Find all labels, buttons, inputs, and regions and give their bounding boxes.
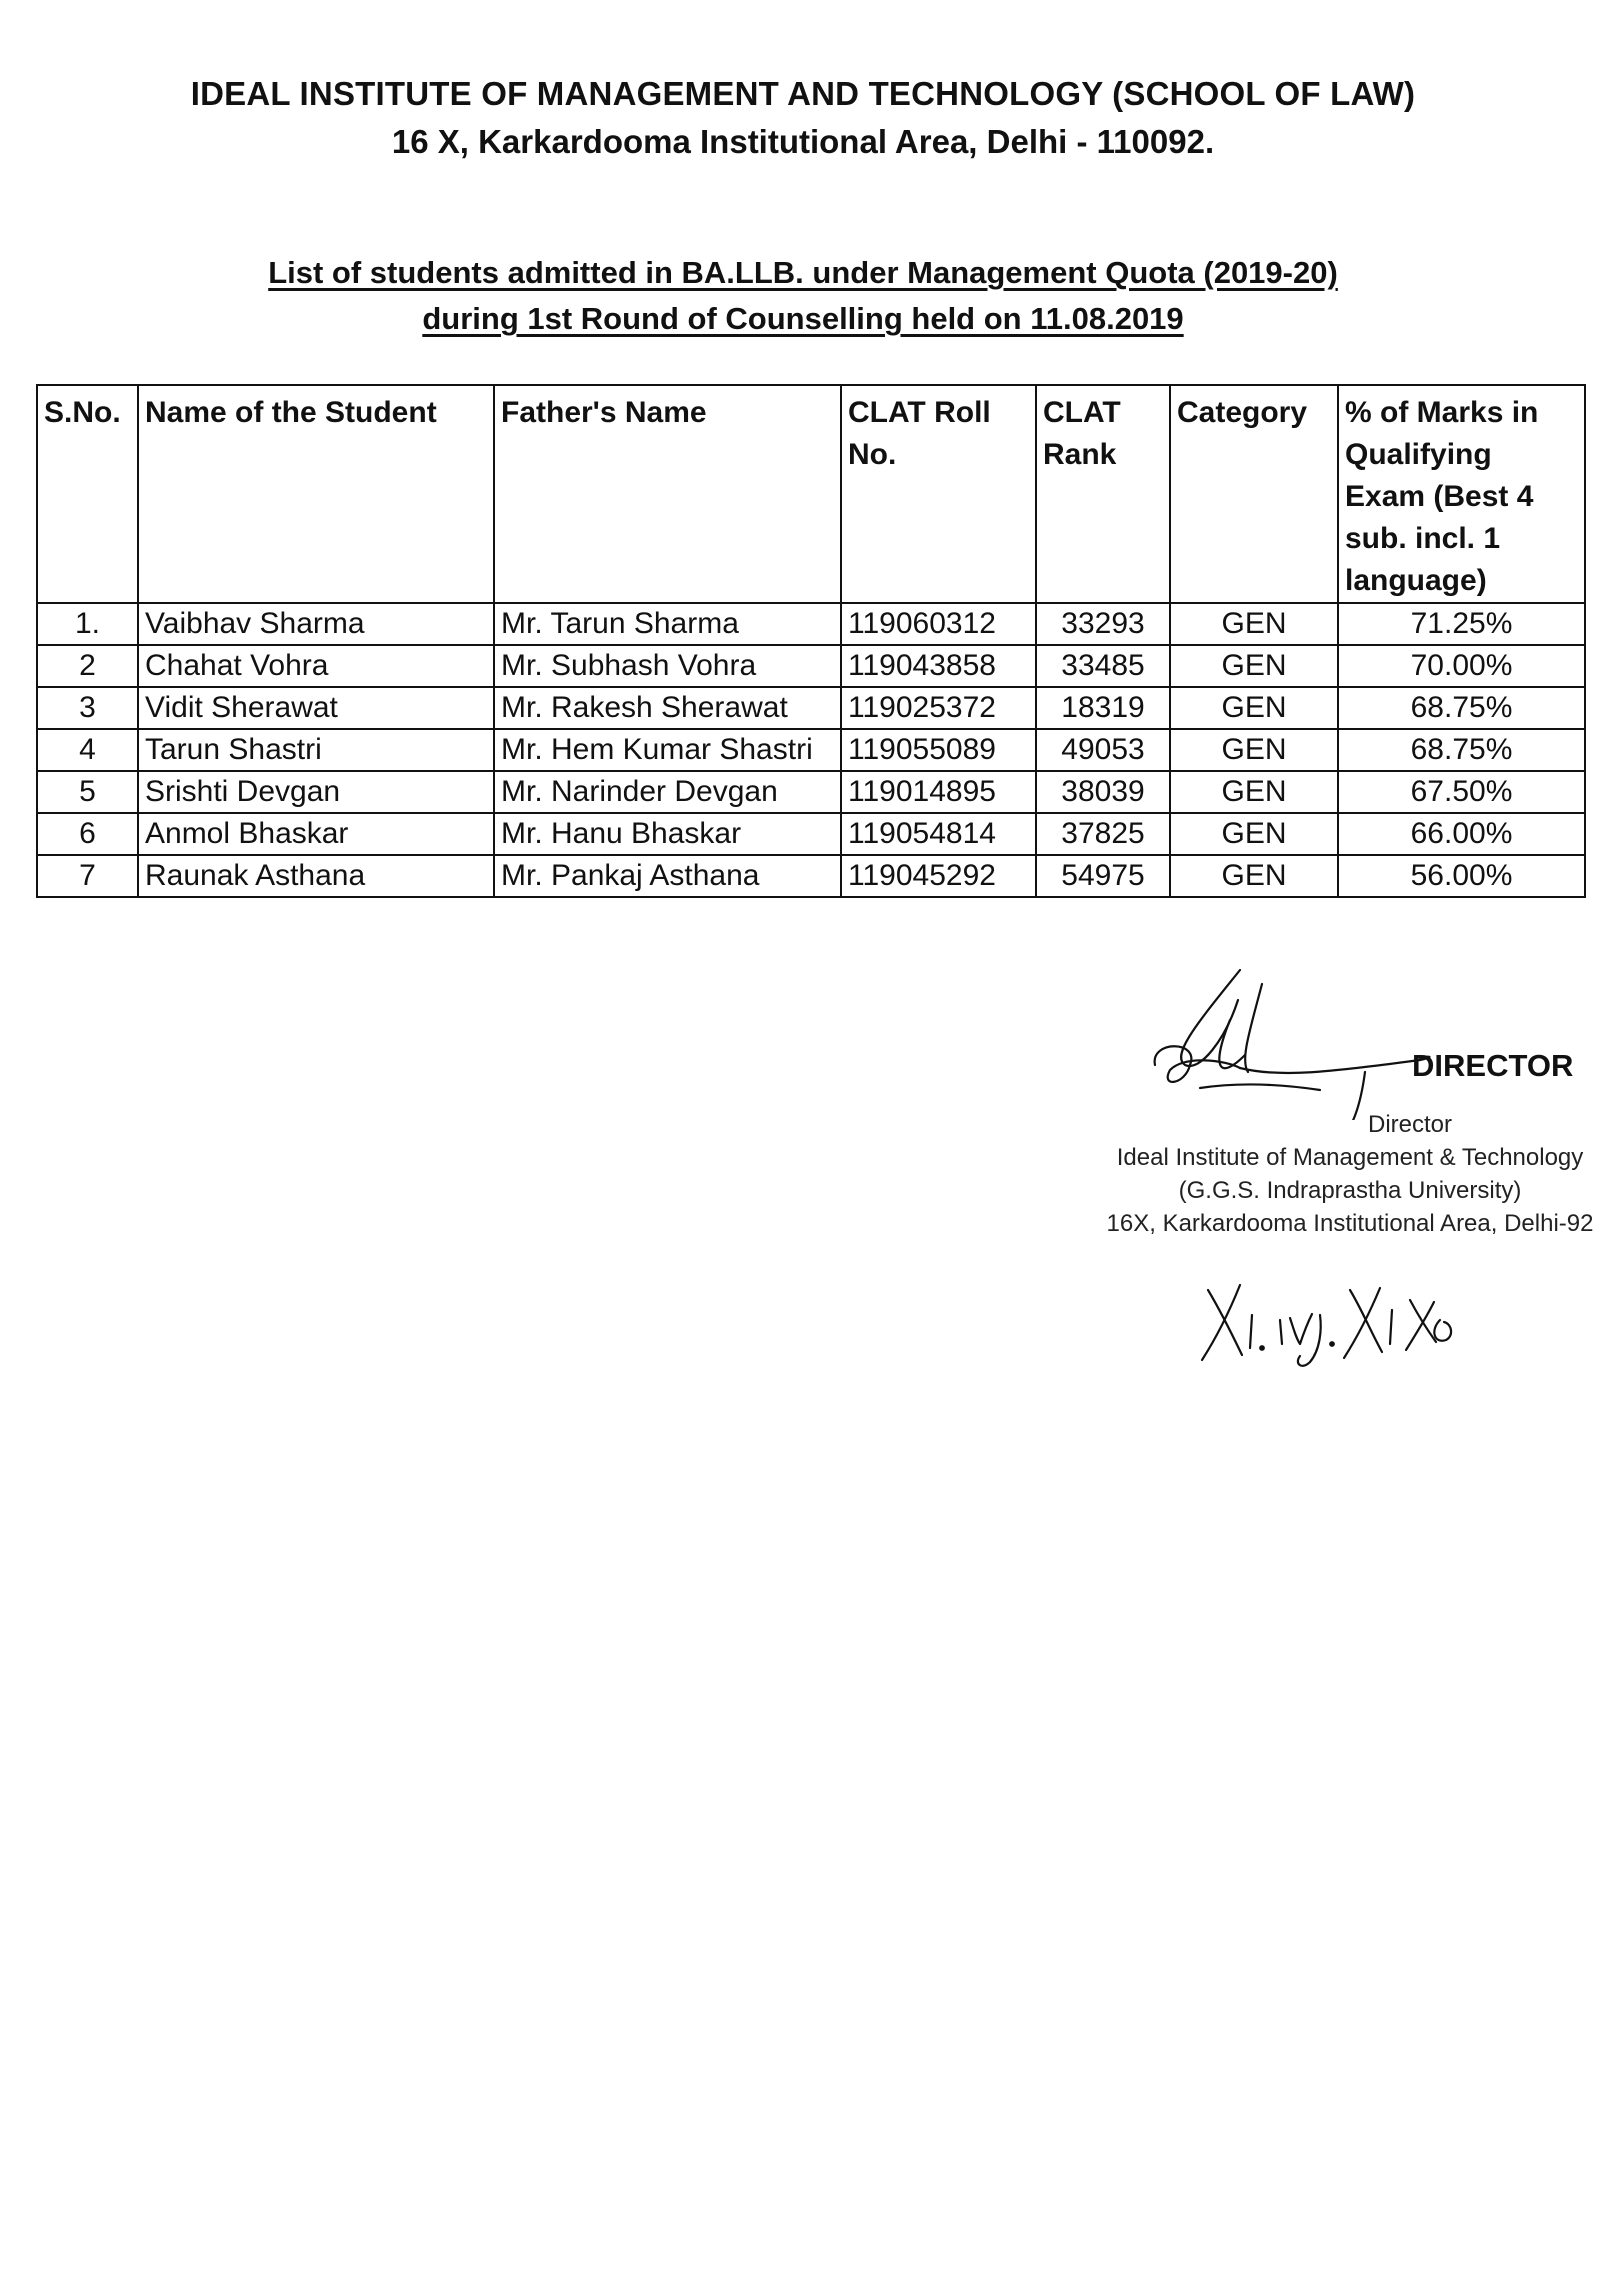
cell-roll: 119060312 bbox=[841, 603, 1036, 645]
table-row bbox=[37, 687, 1585, 729]
subtitle-line-2: during 1st Round of Counselling held on 11.08.2019 bbox=[422, 301, 1184, 336]
header-sno: S.No. bbox=[37, 385, 138, 603]
table-row bbox=[37, 645, 1585, 687]
cell-rank: 33293 bbox=[1036, 603, 1170, 645]
cell-rank: 37825 bbox=[1036, 813, 1170, 855]
cell-category: GEN bbox=[1170, 729, 1338, 771]
cell-marks: 56.00% bbox=[1338, 855, 1585, 897]
cell-sno: 2 bbox=[37, 645, 138, 687]
director-signature bbox=[1130, 960, 1470, 1120]
cell-category: GEN bbox=[1170, 603, 1338, 645]
header-category: Category bbox=[1170, 385, 1338, 603]
table-row bbox=[37, 855, 1585, 897]
document-header bbox=[0, 70, 1606, 166]
cell-marks: 66.00% bbox=[1338, 813, 1585, 855]
cell-category: GEN bbox=[1170, 645, 1338, 687]
cell-category: GEN bbox=[1170, 771, 1338, 813]
table-row bbox=[37, 729, 1585, 771]
handwritten-date bbox=[1190, 1260, 1550, 1370]
stamp-line-4: 16X, Karkardooma Institutional Area, Delhi-92 bbox=[1106, 1210, 1594, 1237]
cell-name: Vidit Sherawat bbox=[138, 687, 494, 729]
institution-name: IDEAL INSTITUTE OF MANAGEMENT AND TECHNOLOGY (SCHOOL OF LAW) bbox=[190, 75, 1416, 112]
header-marks: % of Marks in Qualifying Exam (Best 4 sub. incl. 1 language) bbox=[1338, 385, 1585, 603]
stamp-line-2: Ideal Institute of Management & Technology bbox=[1116, 1144, 1584, 1171]
cell-roll: 119045292 bbox=[841, 855, 1036, 897]
cell-rank: 33485 bbox=[1036, 645, 1170, 687]
cell-father: Mr. Tarun Sharma bbox=[494, 603, 841, 645]
cell-sno: 7 bbox=[37, 855, 138, 897]
cell-name: Raunak Asthana bbox=[138, 855, 494, 897]
institution-address: 16 X, Karkardooma Institutional Area, Delhi - 110092. bbox=[391, 123, 1215, 160]
cell-roll: 119014895 bbox=[841, 771, 1036, 813]
director-title: DIRECTOR bbox=[1412, 1048, 1574, 1083]
table-row bbox=[37, 771, 1585, 813]
cell-sno: 4 bbox=[37, 729, 138, 771]
subtitle-line-1: List of students admitted in BA.LLB. under Management Quota (2019-20) bbox=[268, 255, 1338, 290]
cell-rank: 38039 bbox=[1036, 771, 1170, 813]
director-stamp bbox=[1100, 1108, 1600, 1240]
header-name: Name of the Student bbox=[138, 385, 494, 603]
cell-sno: 6 bbox=[37, 813, 138, 855]
stamp-line-1: Director bbox=[1367, 1111, 1452, 1138]
cell-name: Anmol Bhaskar bbox=[138, 813, 494, 855]
cell-rank: 49053 bbox=[1036, 729, 1170, 771]
cell-father: Mr. Hem Kumar Shastri bbox=[494, 729, 841, 771]
cell-marks: 71.25% bbox=[1338, 603, 1585, 645]
cell-name: Srishti Devgan bbox=[138, 771, 494, 813]
cell-category: GEN bbox=[1170, 855, 1338, 897]
cell-rank: 54975 bbox=[1036, 855, 1170, 897]
cell-name: Chahat Vohra bbox=[138, 645, 494, 687]
cell-roll: 119054814 bbox=[841, 813, 1036, 855]
cell-marks: 67.50% bbox=[1338, 771, 1585, 813]
cell-sno: 3 bbox=[37, 687, 138, 729]
cell-father: Mr. Pankaj Asthana bbox=[494, 855, 841, 897]
stamp-line-3: (G.G.S. Indraprastha University) bbox=[1178, 1177, 1522, 1204]
cell-marks: 68.75% bbox=[1338, 687, 1585, 729]
cell-father: Mr. Narinder Devgan bbox=[494, 771, 841, 813]
cell-roll: 119043858 bbox=[841, 645, 1036, 687]
cell-category: GEN bbox=[1170, 687, 1338, 729]
cell-marks: 70.00% bbox=[1338, 645, 1585, 687]
header-roll: CLAT Roll No. bbox=[841, 385, 1036, 603]
header-rank: CLAT Rank bbox=[1036, 385, 1170, 603]
cell-sno: 5 bbox=[37, 771, 138, 813]
header-father: Father's Name bbox=[494, 385, 841, 603]
cell-category: GEN bbox=[1170, 813, 1338, 855]
cell-father: Mr. Rakesh Sherawat bbox=[494, 687, 841, 729]
cell-name: Vaibhav Sharma bbox=[138, 603, 494, 645]
cell-father: Mr. Hanu Bhaskar bbox=[494, 813, 841, 855]
cell-name: Tarun Shastri bbox=[138, 729, 494, 771]
table-row bbox=[37, 813, 1585, 855]
cell-roll: 119055089 bbox=[841, 729, 1036, 771]
cell-marks: 68.75% bbox=[1338, 729, 1585, 771]
document-subtitle bbox=[0, 250, 1606, 342]
cell-sno: 1. bbox=[37, 603, 138, 645]
table-row bbox=[37, 603, 1585, 645]
table-header-row bbox=[37, 385, 1585, 603]
students-table bbox=[36, 384, 1586, 898]
cell-rank: 18319 bbox=[1036, 687, 1170, 729]
cell-father: Mr. Subhash Vohra bbox=[494, 645, 841, 687]
signature-block bbox=[1080, 960, 1600, 1360]
cell-roll: 119025372 bbox=[841, 687, 1036, 729]
